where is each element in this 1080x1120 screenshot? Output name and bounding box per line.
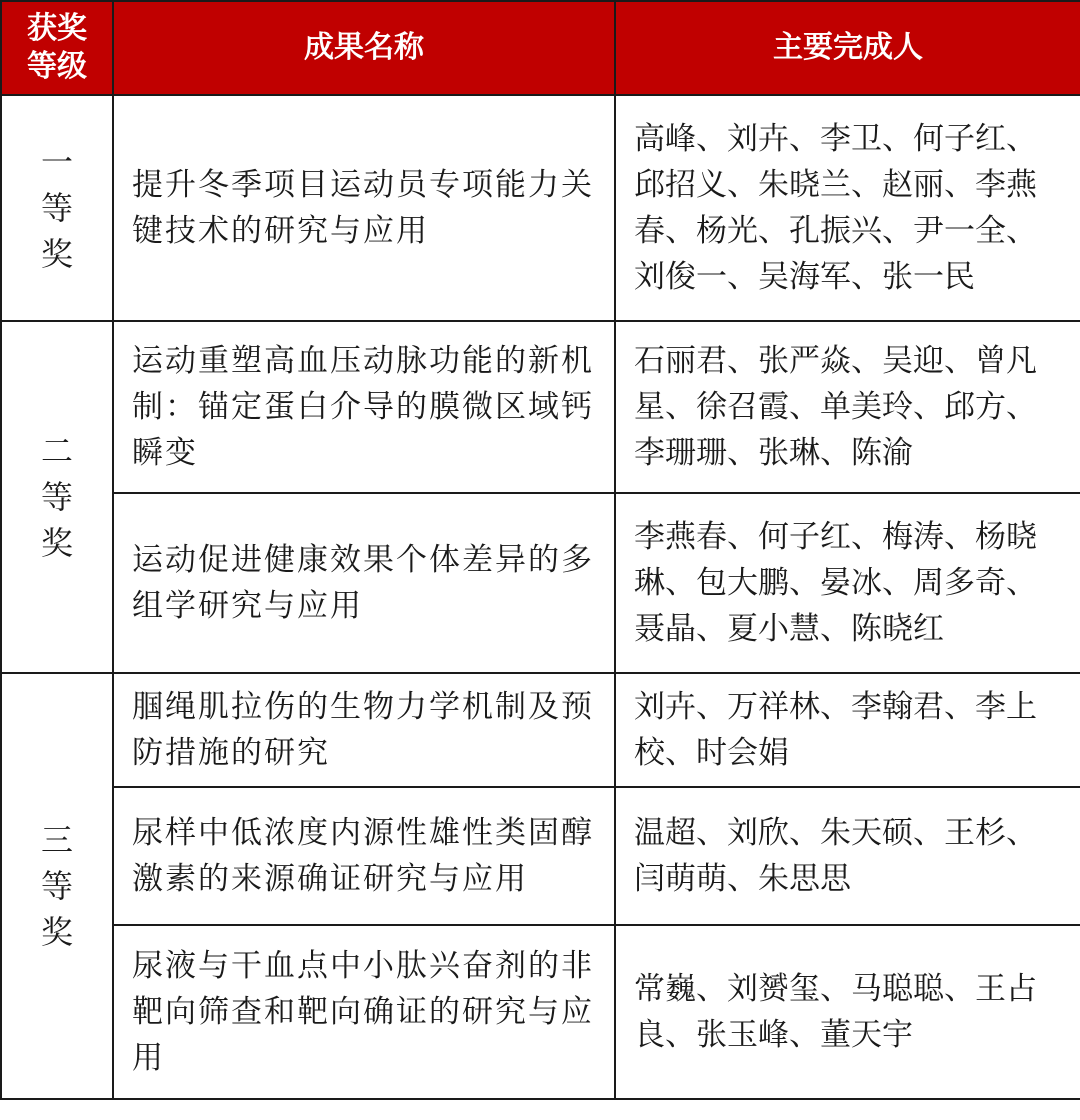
- achievement-name: 尿液与干血点中小肽兴奋剂的非靶向筛查和靶向确证的研究与应用: [132, 948, 594, 1076]
- header-level: [1, 1, 113, 95]
- people-names: 刘卉、万祥林、李翰君、李上校、时会娟: [634, 689, 1037, 771]
- achievement-name: 运动促进健康效果个体差异的多组学研究与应用: [132, 542, 594, 624]
- achievement-name: 尿样中低浓度内源性雄性类固醇激素的来源确证研究与应用: [132, 815, 594, 897]
- level-label: 三等奖: [40, 821, 73, 951]
- table-row: [1, 493, 1080, 673]
- achievement-cell: [113, 925, 615, 1099]
- achievement-name: 提升冬季项目运动员专项能力关键技术的研究与应用: [132, 167, 594, 249]
- level-label: 二等奖: [40, 432, 73, 562]
- people-cell: [615, 673, 1080, 787]
- people-names: 李燕春、何子红、梅涛、杨晓琳、包大鹏、晏冰、周多奇、聂晶、夏小慧、陈晓红: [634, 519, 1037, 647]
- achievement-cell: [113, 321, 615, 493]
- level-cell-first: [1, 95, 113, 321]
- table-row: [1, 95, 1080, 321]
- header-level-label: 获奖等级: [27, 11, 87, 84]
- achievement-cell: [113, 493, 615, 673]
- people-cell: [615, 95, 1080, 321]
- table-row: [1, 321, 1080, 493]
- achievement-cell: [113, 95, 615, 321]
- people-cell: [615, 321, 1080, 493]
- table-row: [1, 673, 1080, 787]
- people-names: 常巍、刘赟玺、马聪聪、王占良、张玉峰、董天宇: [634, 971, 1037, 1053]
- people-names: 温超、刘欣、朱天硕、王杉、闫萌萌、朱思思: [634, 815, 1037, 897]
- people-cell: [615, 493, 1080, 673]
- table-row: [1, 925, 1080, 1099]
- people-names: 石丽君、张严焱、吴迎、曾凡星、徐召霞、单美玲、邱方、李珊珊、张琳、陈渝: [634, 343, 1037, 471]
- achievement-cell: [113, 673, 615, 787]
- header-achievement: 成果名称: [113, 1, 615, 95]
- header-row: [1, 1, 1080, 95]
- achievement-name: 运动重塑高血压动脉功能的新机制：锚定蛋白介导的膜微区域钙瞬变: [132, 343, 594, 471]
- level-label: 一等奖: [40, 143, 73, 273]
- people-cell: [615, 787, 1080, 925]
- people-cell: [615, 925, 1080, 1099]
- table-row: [1, 787, 1080, 925]
- achievement-cell: [113, 787, 615, 925]
- people-names: 高峰、刘卉、李卫、何子红、邱招义、朱晓兰、赵丽、李燕春、杨光、孔振兴、尹一全、刘俊一、吴海军、张一民: [634, 121, 1037, 295]
- header-people: 主要完成人: [615, 1, 1080, 95]
- achievement-name: 腘绳肌拉伤的生物力学机制及预防措施的研究: [132, 689, 594, 771]
- level-cell-third: [1, 673, 113, 1099]
- level-cell-second: [1, 321, 113, 673]
